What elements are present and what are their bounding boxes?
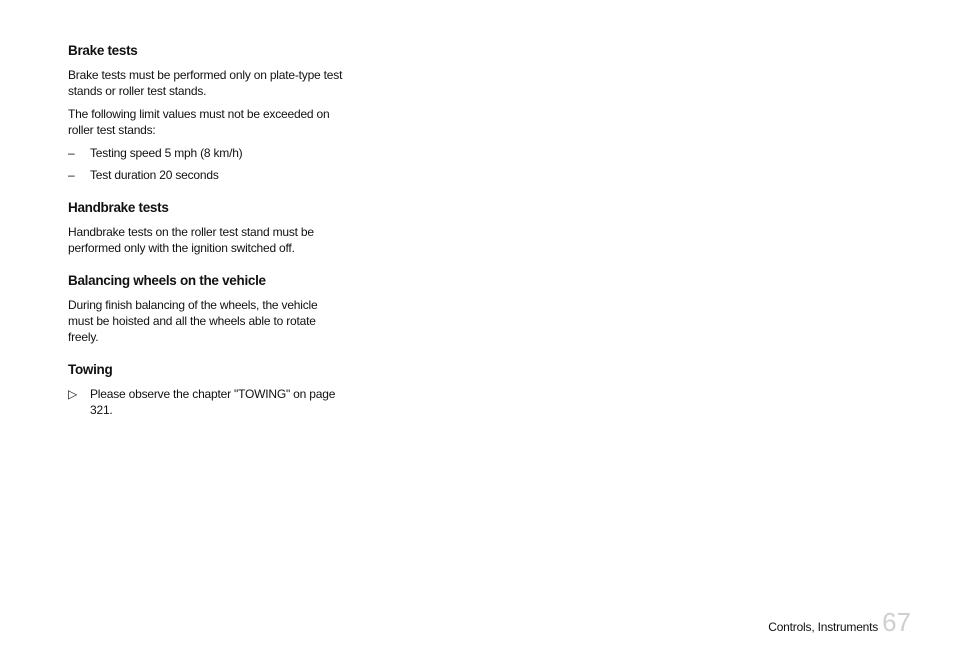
handbrake-tests-paragraph: Handbrake tests on the roller test stand must be performed only with the ignition switched off.	[68, 225, 314, 255]
towing-list	[68, 386, 343, 418]
section-balancing-wheels	[68, 272, 343, 345]
list-item	[68, 386, 343, 418]
section-handbrake-tests	[68, 199, 343, 256]
brake-tests-paragraph-2: The following limit values must not be exceeded on roller test stands:	[68, 107, 330, 137]
list-item-text: Please observe the chapter "TOWING" on page 321.	[90, 387, 336, 417]
triangle-right-icon: ▷	[68, 387, 78, 401]
page-number: 67	[882, 607, 911, 637]
brake-tests-paragraph-1: Brake tests must be performed only on plate-type test stands or roller test stands.	[68, 68, 343, 98]
dash-marker: –	[68, 168, 75, 182]
dash-marker: –	[68, 146, 75, 160]
list-item	[68, 145, 343, 161]
chapter-title: Controls, Instruments	[768, 620, 879, 634]
page-footer	[768, 609, 911, 635]
brake-tests-heading: Brake tests	[68, 43, 138, 58]
handbrake-tests-heading: Handbrake tests	[68, 200, 169, 215]
balancing-wheels-heading: Balancing wheels on the vehicle	[68, 273, 266, 288]
brake-limit-list	[68, 145, 343, 183]
section-brake-tests	[68, 42, 343, 183]
towing-heading: Towing	[68, 362, 113, 377]
list-item-text: Test duration 20 seconds	[90, 168, 219, 182]
list-item	[68, 167, 343, 183]
content-column	[68, 42, 343, 434]
balancing-wheels-paragraph: During finish balancing of the wheels, the vehicle must be hoisted and all the wheels able to rotate freely.	[68, 298, 318, 344]
section-towing	[68, 361, 343, 418]
list-item-text: Testing speed 5 mph (8 km/h)	[90, 146, 243, 160]
